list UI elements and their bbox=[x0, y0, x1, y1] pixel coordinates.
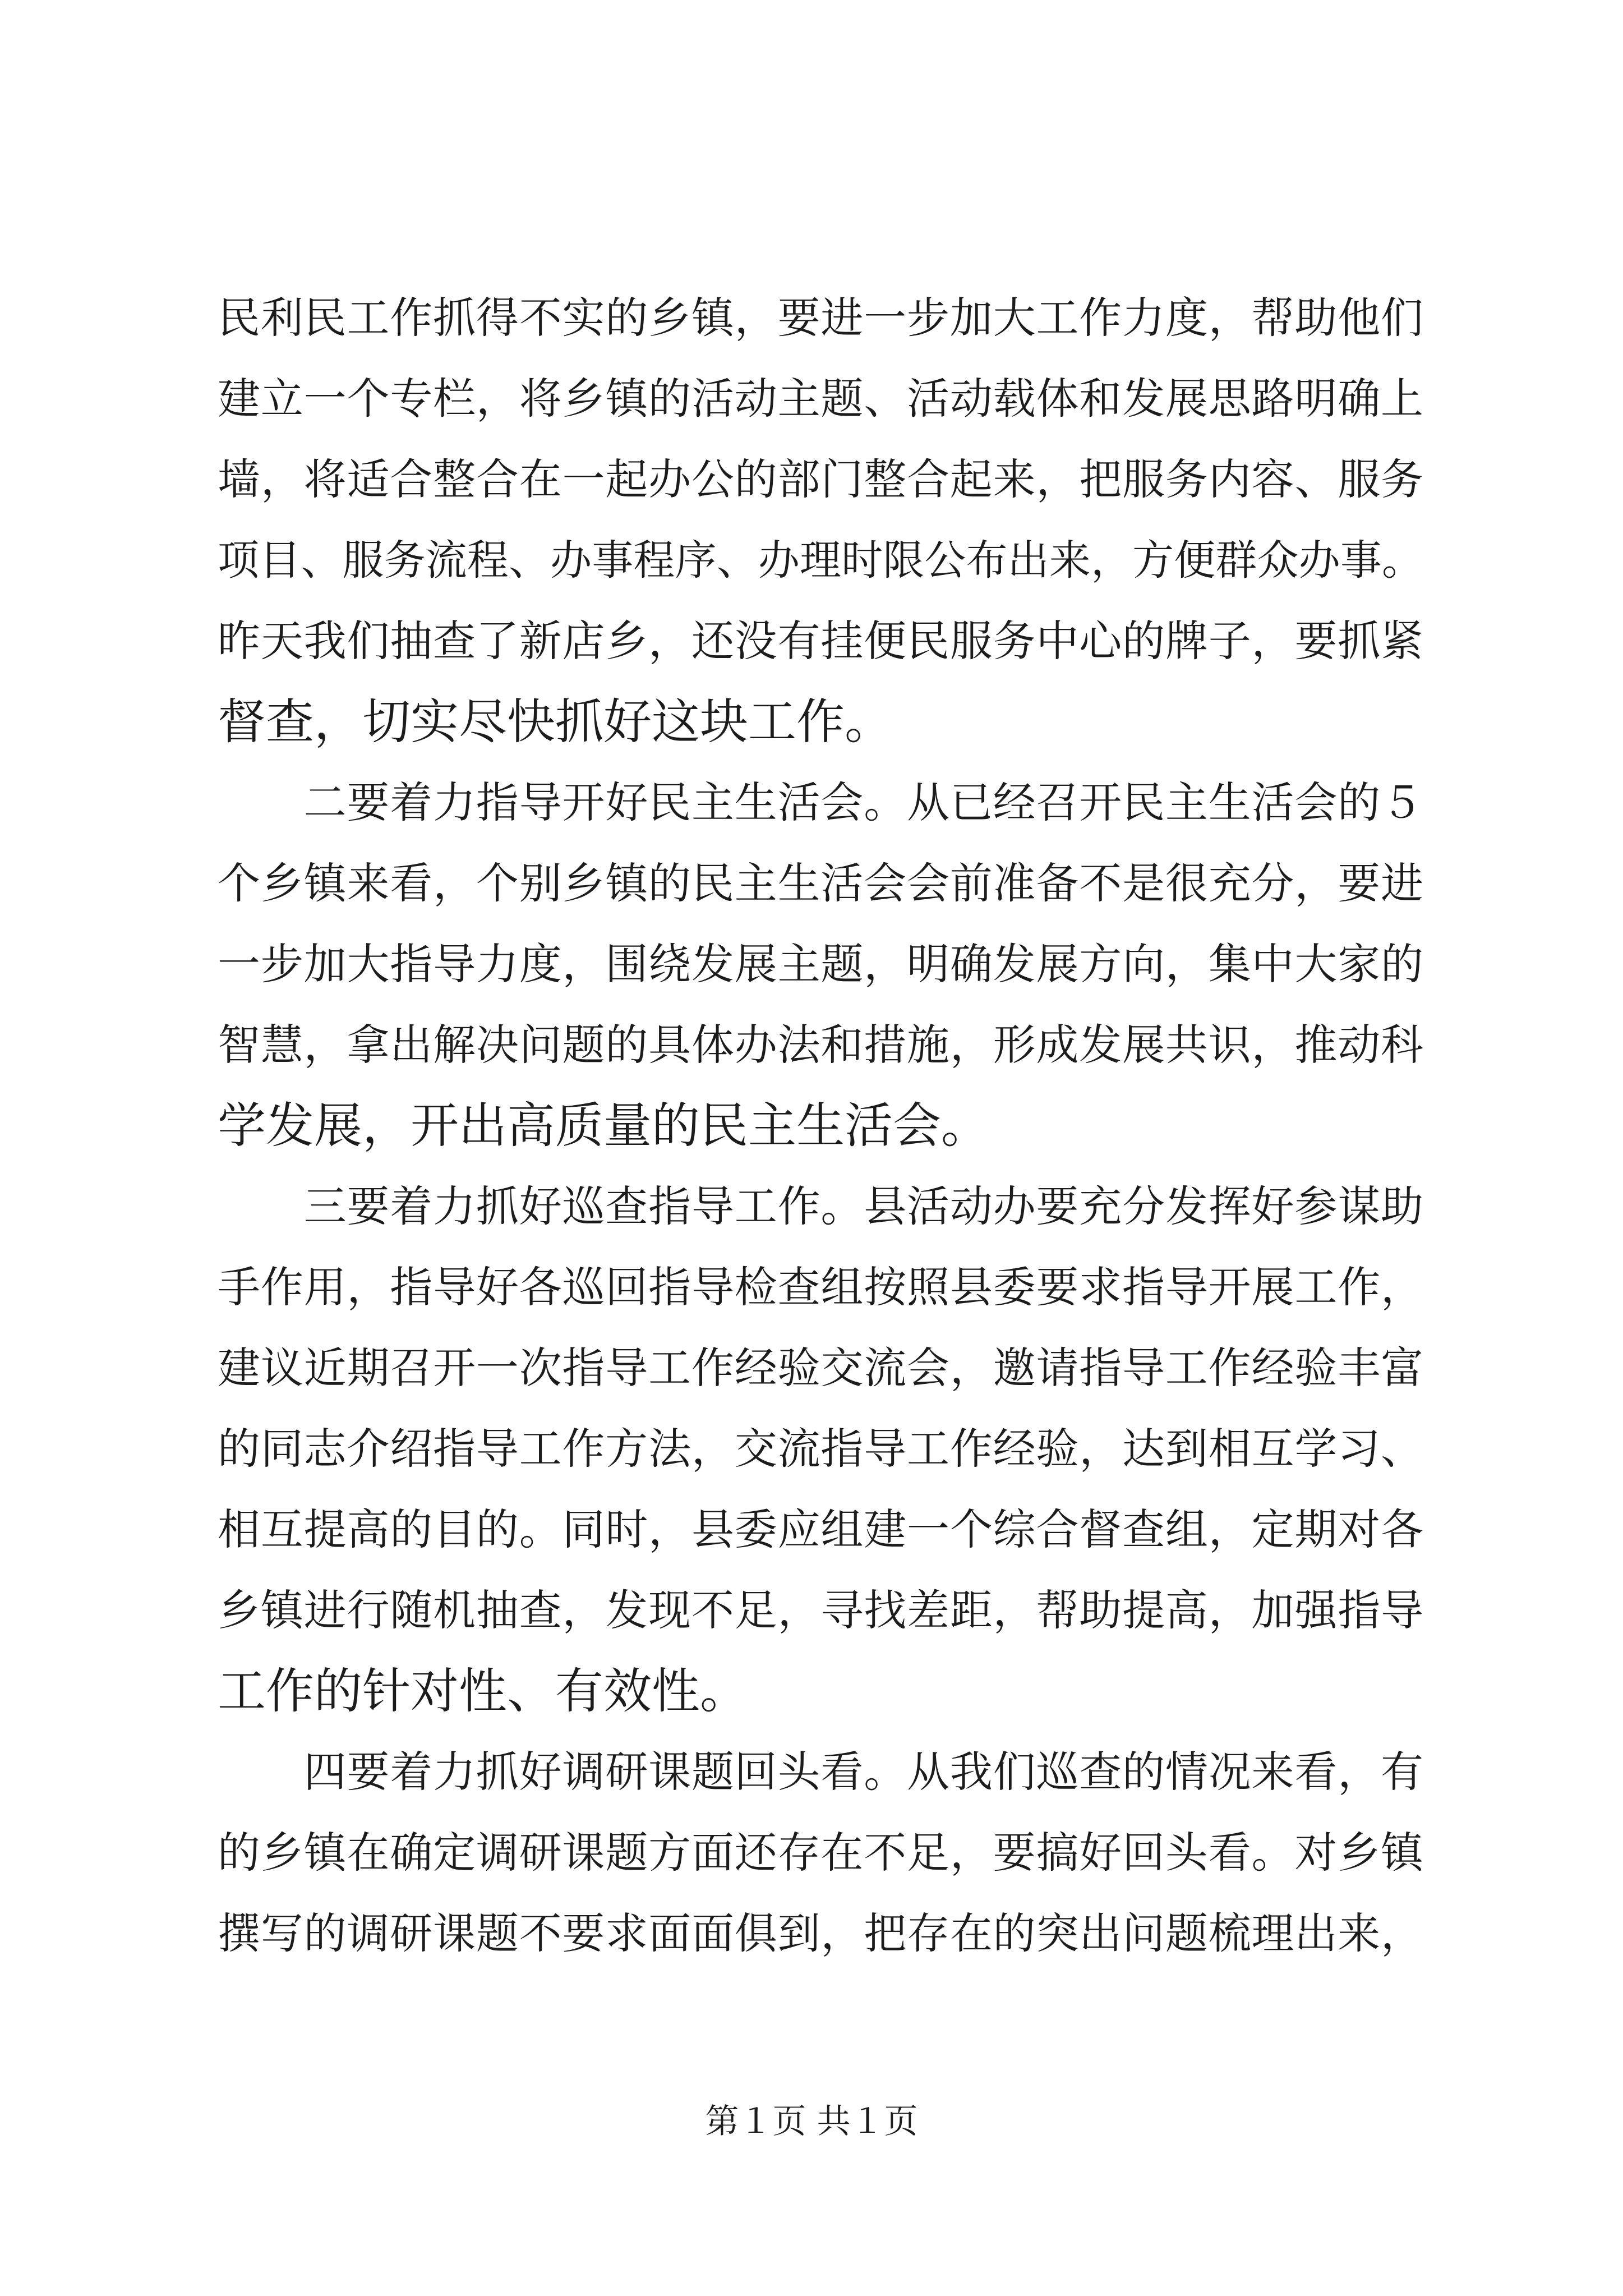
text-line: 智慧，拿出解决问题的具体办法和措施，形成发展共识，推动科 bbox=[218, 1020, 1424, 1070]
text-line: 相互提高的目的。同时，县委应组建一个综合督查组，定期对各 bbox=[218, 1504, 1424, 1554]
text-line: 建议近期召开一次指导工作经验交流会，邀请指导工作经验丰富 bbox=[218, 1343, 1424, 1393]
text-line: 手作用，指导好各巡回指导检查组按照县委要求指导开展工作， bbox=[218, 1262, 1424, 1312]
text-line: 项目、服务流程、办事程序、办理时限公布出来，方便群众办事。 bbox=[218, 536, 1424, 585]
text-line: 二要着力指导开好民主生活会。从已经召开民主生活会的５ bbox=[218, 777, 1424, 827]
text-line: 的乡镇在确定调研课题方面还存在不足，要搞好回头看。对乡镇 bbox=[218, 1828, 1424, 1878]
text-line: 个乡镇来看，个别乡镇的民主生活会会前准备不是很充分，要进 bbox=[218, 858, 1424, 908]
text-line: 的同志介绍指导工作方法，交流指导工作经验，达到相互学习、 bbox=[218, 1424, 1424, 1474]
document-body bbox=[218, 278, 1423, 1974]
text-line: 昨天我们抽查了新店乡，还没有挂便民服务中心的牌子，要抓紧 bbox=[218, 616, 1424, 666]
text-line: 民利民工作抓得不实的乡镇，要进一步加大工作力度，帮助他们 bbox=[218, 293, 1424, 343]
text-line: 墙，将适合整合在一起办公的部门整合起来，把服务内容、服务 bbox=[218, 454, 1424, 504]
text-line: 一步加大指导力度，围绕发展主题，明确发展方向，集中大家的 bbox=[218, 939, 1424, 989]
text-line: 乡镇进行随机抽查，发现不足，寻找差距，帮助提高，加强指导 bbox=[218, 1585, 1424, 1635]
text-line: 撰写的调研课题不要求面面俱到，把存在的突出问题梳理出来， bbox=[218, 1908, 1424, 1958]
text-line: 四要着力抓好调研课题回头看。从我们巡查的情况来看，有 bbox=[218, 1747, 1424, 1797]
text-line: 工作的针对性、有效性。 bbox=[218, 1663, 748, 1719]
text-line: 三要着力抓好巡查指导工作。县活动办要充分发挥好参谋助 bbox=[218, 1181, 1424, 1231]
text-line: 建立一个专栏，将乡镇的活动主题、活动载体和发展思路明确上 bbox=[218, 374, 1424, 424]
page-number-footer: 第１页 共１页 bbox=[705, 2102, 918, 2141]
text-line: 督查，切实尽快抓好这块工作。 bbox=[218, 694, 893, 750]
text-line: 学发展，开出高质量的民主生活会。 bbox=[218, 1098, 989, 1154]
